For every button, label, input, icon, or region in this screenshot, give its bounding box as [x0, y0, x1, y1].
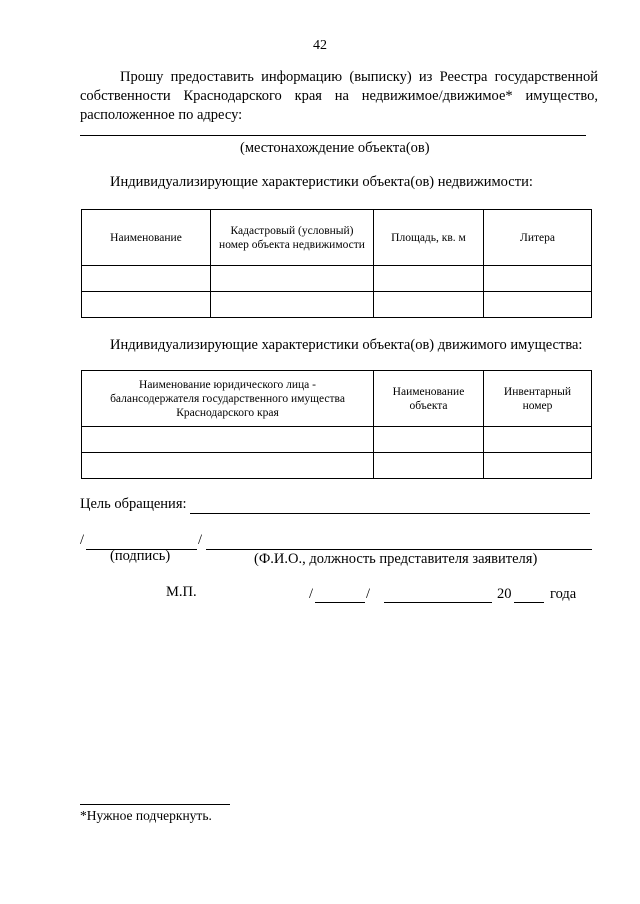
- stamp-label: М.П.: [166, 584, 197, 600]
- purpose-label: Цель обращения:: [80, 496, 187, 512]
- table-cell[interactable]: [374, 292, 484, 318]
- table-cell[interactable]: [82, 453, 374, 479]
- purpose-line[interactable]: [190, 513, 590, 514]
- movable-table: [81, 370, 592, 479]
- signature-caption: (подпись): [110, 548, 171, 564]
- table-row: [82, 427, 592, 453]
- table-row: [82, 266, 592, 292]
- movable-table-header: [82, 371, 592, 427]
- header-cell: Литера: [484, 210, 592, 266]
- date-slash-right: /: [366, 586, 371, 602]
- signature-slash-right: /: [198, 532, 203, 548]
- realty-table-header: [82, 210, 592, 266]
- table-cell[interactable]: [484, 266, 592, 292]
- table-cell[interactable]: [374, 266, 484, 292]
- table-cell[interactable]: [82, 266, 211, 292]
- table-cell[interactable]: [82, 427, 374, 453]
- request-paragraph: Прошу предоставить информацию (выписку) из Реестра государственной собственности Краснодарского края на недвижимое/движимое* имущество, расположенное по адресу:: [80, 69, 598, 123]
- location-caption: (местонахождение объекта(ов): [240, 140, 430, 156]
- header-cell: Площадь, кв. м: [374, 210, 484, 266]
- header-cell: Наименование объекта: [374, 371, 484, 427]
- table-row: [82, 292, 592, 318]
- signature-slash-left: /: [80, 532, 85, 548]
- date-day-line[interactable]: [315, 602, 365, 603]
- realty-table: [81, 209, 592, 318]
- header-cell: Наименование: [82, 210, 211, 266]
- header-cell: Инвентарный номер: [484, 371, 592, 427]
- movable-section-title: Индивидуализирующие характеристики объекта(ов) движимого имущества:: [110, 337, 583, 353]
- date-month-line[interactable]: [384, 602, 492, 603]
- realty-section-title: Индивидуализирующие характеристики объекта(ов) недвижимости:: [110, 174, 533, 190]
- table-cell[interactable]: [374, 427, 484, 453]
- table-row: [82, 453, 592, 479]
- table-cell[interactable]: [484, 292, 592, 318]
- footnote-separator: [80, 804, 230, 805]
- date-suffix: года: [550, 586, 577, 602]
- address-line[interactable]: [80, 135, 586, 136]
- table-cell[interactable]: [82, 292, 211, 318]
- fio-caption: (Ф.И.О., должность представителя заявителя): [254, 551, 538, 567]
- header-cell: Наименование юридического лица - балансодержателя государственного имущества Краснодарского края: [82, 371, 374, 427]
- page-number: 42: [313, 38, 327, 53]
- footnote: *Нужное подчеркнуть.: [80, 808, 212, 823]
- date-year-line[interactable]: [514, 602, 544, 603]
- table-cell[interactable]: [211, 266, 374, 292]
- header-cell: Кадастровый (условный) номер объекта недвижимости: [211, 210, 374, 266]
- table-cell[interactable]: [211, 292, 374, 318]
- table-cell[interactable]: [484, 427, 592, 453]
- table-cell[interactable]: [374, 453, 484, 479]
- fio-line[interactable]: [206, 549, 592, 550]
- date-year-prefix: 20: [497, 586, 512, 602]
- date-slash-left: /: [309, 586, 314, 602]
- table-cell[interactable]: [484, 453, 592, 479]
